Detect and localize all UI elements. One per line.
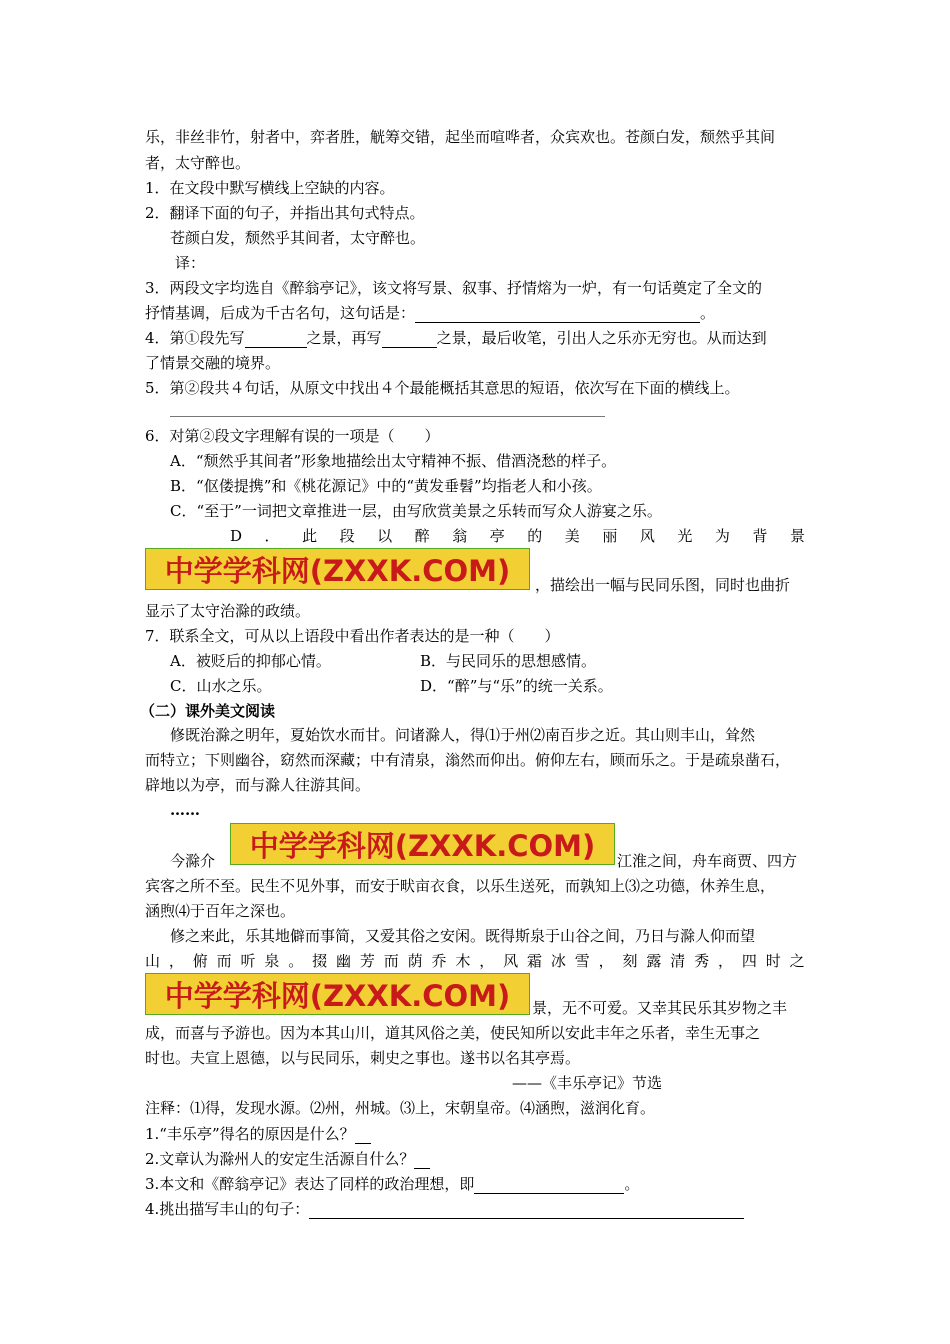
question-3-end: 。 — [700, 304, 716, 322]
p3-char: 木 — [455, 952, 471, 970]
passage2-p3-line5: 时也。夫宣上恩德，以与民同乐，刺史之事也。遂书以名其亭焉。 — [145, 1049, 581, 1067]
option-d-char: 以 — [377, 527, 393, 545]
option-d-char: 丽 — [602, 527, 618, 545]
passage2-p2-line3: 涵煦⑷于百年之深也。 — [145, 902, 296, 920]
p3-char: 而 — [383, 952, 399, 970]
passage2-p1-line1: 修既治滁之明年，夏始饮水而甘。问诸滁人，得⑴于州⑵南百步之近。其山则丰山，耸然 — [170, 726, 756, 744]
p3-char: 幽 — [336, 952, 352, 970]
question-2-translate-label: 译： — [175, 254, 206, 272]
p3-char: 。 — [288, 952, 304, 970]
option-d-char: 光 — [677, 527, 693, 545]
watermark-logo: 中学学科网(ZXXK.COM) — [145, 548, 530, 590]
question-2-3 — [145, 1174, 639, 1194]
option-d-char: 背 — [752, 527, 768, 545]
question-6-option-a: A．“颓然乎其间者”形象地描绘出太守精神不振、借酒浇愁的样子。 — [170, 452, 617, 470]
question-2-3-end: 。 — [624, 1175, 640, 1193]
question-3-line2 — [145, 303, 715, 323]
question-3-text: 抒情基调，后成为千古名句，这句话是： — [145, 304, 416, 322]
p3-char: 冰 — [550, 952, 566, 970]
option-d-char: 美 — [564, 527, 580, 545]
option-d-char: D — [230, 527, 243, 545]
option-d-char: 景 — [789, 527, 805, 545]
question-2-3-blank[interactable] — [474, 1177, 624, 1194]
p3-char: 霜 — [527, 952, 543, 970]
question-2-1 — [145, 1124, 371, 1144]
question-6-stem: 6．对第②段文字理解有误的一项是（ ） — [145, 427, 440, 445]
p3-char: ， — [168, 952, 184, 970]
question-2-sentence: 苍颜白发，颓然乎其间者，太守醉也。 — [170, 229, 426, 247]
p3-char: 四 — [741, 952, 757, 970]
question-7-option-a: A．被贬后的抑郁心情。 — [170, 652, 331, 670]
question-7-option-c: C．山水之乐。 — [170, 677, 272, 695]
watermark-logo: 中学学科网(ZXXK.COM) — [145, 973, 530, 1015]
option-d-char: 段 — [339, 527, 355, 545]
option-d-char: 风 — [639, 527, 655, 545]
question-4-part-b: 之景，再写 — [306, 329, 382, 347]
passage1-line2: 者，太守醉也。 — [145, 154, 251, 172]
passage1-line1: 乐，非丝非竹，射者中，弈者胜，觥筹交错，起坐而喧哗者，众宾欢也。苍颜白发，颓然乎其间 — [145, 128, 776, 146]
p3-char: 听 — [240, 952, 256, 970]
question-2-2-blank[interactable] — [414, 1152, 430, 1169]
question-2-2-text: 2.文章认为滁州人的安定生活源自什么？ — [145, 1150, 415, 1168]
question-4-part-c: 之景，最后收笔，引出人之乐亦无穷也。从而达到 — [436, 329, 767, 347]
question-6-option-d-line3: 显示了太守治滁的政绩。 — [145, 602, 311, 620]
question-2-1-blank[interactable] — [355, 1127, 371, 1144]
option-d-char: 此 — [302, 527, 318, 545]
p3-char: 乔 — [431, 952, 447, 970]
question-4-line1 — [145, 328, 767, 348]
p3-char: ， — [718, 952, 734, 970]
question-7-stem: 7．联系全文，可从以上语段中看出作者表达的是一种（ ） — [145, 627, 560, 645]
p3-char: ， — [479, 952, 495, 970]
notes: 注释：⑴得，发现水源。⑵州，州城。⑶上，宋朝皇帝。⑷涵煦，滋润化育。 — [145, 1099, 656, 1117]
p3-char: 芳 — [359, 952, 375, 970]
question-7-option-d: D．“醉”与“乐”的统一关系。 — [420, 677, 613, 695]
question-4-line2: 了情景交融的境界。 — [145, 354, 281, 372]
question-4-blank-1[interactable] — [245, 331, 307, 348]
p3-char: 清 — [670, 952, 686, 970]
question-6-option-c: C．“至于”一词把文章推进一层，由写欣赏美景之乐转而写众人游宴之乐。 — [170, 502, 662, 520]
passage2-p2-line2: 宾客之所不至。民生不见外事，而安于畎亩衣食，以乐生送死，而孰知上⑶之功德，休养生息， — [145, 877, 776, 895]
question-4-part-a: 4．第①段先写 — [145, 329, 245, 347]
p3-char: 秀 — [694, 952, 710, 970]
question-2-2 — [145, 1149, 430, 1169]
question-6-option-d-line1 — [230, 526, 805, 546]
p3-char: 风 — [503, 952, 519, 970]
question-2-4 — [145, 1199, 744, 1219]
passage2-source: ——《丰乐亭记》节选 — [512, 1074, 663, 1092]
question-5-answer-line[interactable] — [170, 416, 605, 417]
p3-char: 之 — [789, 952, 805, 970]
question-2: 2．翻译下面的句子，并指出其句式特点。 — [145, 204, 425, 222]
question-2-4-blank[interactable] — [309, 1202, 744, 1219]
question-3-line1: 3．两段文字均选自《醉翁亭记》，该文将写景、叙事、抒情熔为一炉，有一句话奠定了全文的 — [145, 279, 763, 297]
p3-char: 掇 — [312, 952, 328, 970]
question-1: 1．在文段中默写横线上空缺的内容。 — [145, 179, 395, 197]
question-2-1-text: 1.“丰乐亭”得名的原因是什么？ — [145, 1125, 355, 1143]
question-6-option-d-line2: ，描绘出一幅与民同乐图，同时也曲折 — [535, 576, 791, 594]
p3-char: 而 — [216, 952, 232, 970]
question-7-option-b: B．与民同乐的思想感情。 — [420, 652, 597, 670]
question-2-4-text: 4.挑出描写丰山的句子： — [145, 1200, 310, 1218]
option-d-char: 为 — [714, 527, 730, 545]
passage2-p1-line3: 辟地以为亭，而与滁人往游其间。 — [145, 776, 371, 794]
section-2-title: （二）课外美文阅读 — [140, 702, 276, 720]
p3-char: 时 — [765, 952, 781, 970]
p3-char: 荫 — [407, 952, 423, 970]
question-4-blank-2[interactable] — [382, 331, 437, 348]
question-5: 5．第②段共４句话，从原文中找出４个最能概括其意思的短语，依次写在下面的横线上。 — [145, 379, 740, 397]
passage2-p3-line2 — [145, 951, 805, 971]
option-d-char: ． — [264, 527, 280, 545]
p3-char: 露 — [646, 952, 662, 970]
option-d-char: 的 — [527, 527, 543, 545]
question-2-3-text: 3.本文和《醉翁亭记》表达了同样的政治理想，即 — [145, 1175, 475, 1193]
option-d-char: 醉 — [414, 527, 430, 545]
p3-char: 俯 — [192, 952, 208, 970]
p3-char: 山 — [145, 952, 161, 970]
passage2-p3-line4: 成，而喜与予游也。因为本其山川，道其风俗之美，使民知所以安此丰年之乐者，幸生无事之 — [145, 1024, 761, 1042]
passage2-ellipsis: …… — [170, 801, 200, 819]
question-6-option-b: B．“伛偻提携”和《桃花源记》中的“黄发垂髫”均指老人和小孩。 — [170, 477, 602, 495]
question-3-answer-blank[interactable] — [415, 306, 700, 323]
passage2-p2-start: 今滁介 — [170, 852, 216, 870]
p3-char: 刻 — [622, 952, 638, 970]
p3-char: 泉 — [264, 952, 280, 970]
passage2-p3-line1: 修之来此，乐其地僻而事简，又爱其俗之安闲。既得斯泉于山谷之间，乃日与滁人仰而望 — [170, 927, 756, 945]
p3-char: 雪 — [574, 952, 590, 970]
passage2-p2-end: 江淮之间，舟车商贾、四方 — [617, 852, 798, 870]
passage2-p3-line3: 景，无不可爱。又幸其民乐其岁物之丰 — [532, 999, 788, 1017]
option-d-char: 亭 — [489, 527, 505, 545]
watermark-logo: 中学学科网(ZXXK.COM) — [230, 823, 615, 865]
option-d-char: 翁 — [452, 527, 468, 545]
passage2-p1-line2: 而特立；下则幽谷，窈然而深藏；中有清泉，滃然而仰出。俯仰左右，顾而乐之。于是疏泉凿石， — [145, 751, 791, 769]
p3-char: ， — [598, 952, 614, 970]
